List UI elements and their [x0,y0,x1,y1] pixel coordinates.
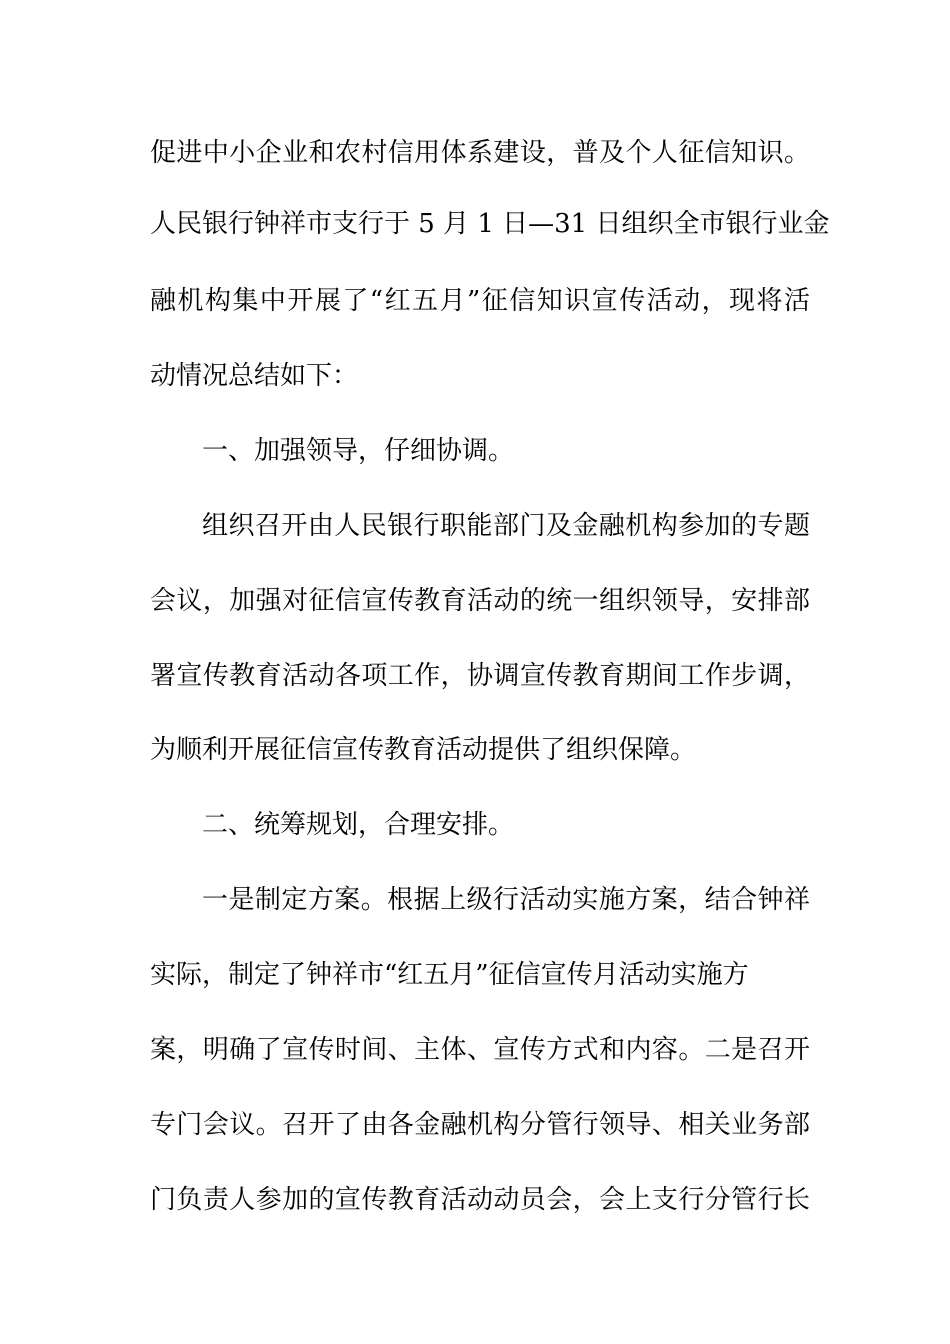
text-line: 门负责人参加的宣传教育活动动员会，会上支行分管行长 [150,1185,810,1215]
text-line: 会议，加强对征信宣传教育活动的统一组织领导，安排部 [150,586,810,616]
text-line: 融机构集中开展了“红五月”征信知识宣传活动，现将活 [150,286,810,316]
text-line: 人民银行钟祥市支行于 5 月 1 日—31 日组织全市银行业金 [150,209,830,239]
text-line: 动情况总结如下： [150,361,359,391]
text-line: 案，明确了宣传时间、主体、宣传方式和内容。二是召开 [150,1035,810,1065]
text-line: 专门会议。召开了由各金融机构分管行领导、相关业务部 [150,1110,810,1140]
section-heading: 一、加强领导，仔细协调。 [202,436,515,466]
section-heading: 二、统筹规划，合理安排。 [202,810,515,840]
text-line: 实际，制定了钟祥市“红五月”征信宣传月活动实施方 [150,960,749,990]
text-line: 为顺利开展征信宣传教育活动提供了组织保障。 [150,735,697,765]
text-line: 署宣传教育活动各项工作，协调宣传教育期间工作步调， [150,661,810,691]
text-line: 一是制定方案。根据上级行活动实施方案，结合钟祥 [202,885,810,915]
text-line: 促进中小企业和农村信用体系建设，普及个人征信知识。 [150,138,810,168]
text-line: 组织召开由人民银行职能部门及金融机构参加的专题 [202,511,810,541]
